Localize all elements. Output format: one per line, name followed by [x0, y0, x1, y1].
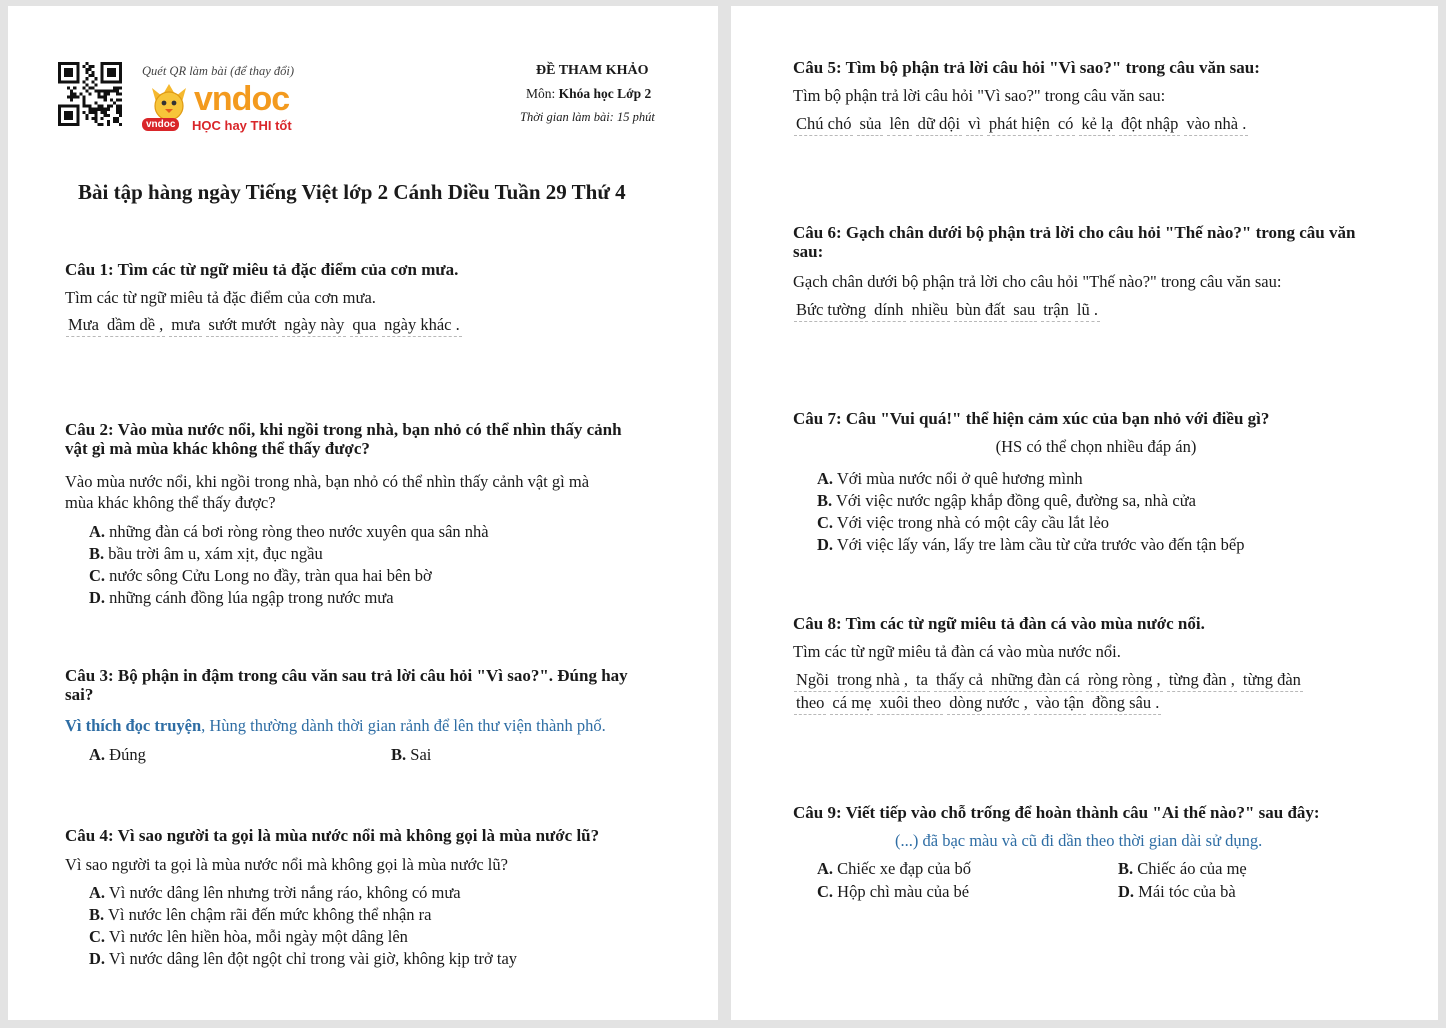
- question-9-title: Câu 9: Viết tiếp vào chỗ trống để hoàn thành câu "Ai thế nào?" sau đây:: [793, 803, 1320, 822]
- logo-slogan: HỌC hay THI tốt: [192, 118, 292, 133]
- word-chip[interactable]: vào nhà .: [1184, 114, 1248, 136]
- word-chip[interactable]: Mưa: [66, 315, 101, 337]
- word-chip[interactable]: thấy cả: [934, 670, 985, 692]
- question-2-title-line2: vật gì mà mùa khác không thể thấy được?: [65, 439, 370, 458]
- time-limit: Thời gian làm bài: 15 phút: [520, 110, 655, 124]
- question-7-note: (HS có thể chọn nhiều đáp án): [995, 437, 1197, 456]
- word-chip[interactable]: phát hiện: [987, 114, 1052, 136]
- option-d[interactable]: D. Mái tóc của bà: [1118, 882, 1236, 901]
- option-c[interactable]: C. Với việc trong nhà có một cây cầu lắt lẻo: [817, 513, 1110, 532]
- subject-prefix: Môn:: [526, 86, 559, 101]
- word-chip[interactable]: xuôi theo: [877, 693, 943, 715]
- word-chip[interactable]: vào tận: [1034, 693, 1086, 715]
- question-2-title-line1: Câu 2: Vào mùa nước nổi, khi ngồi trong nhà, bạn nhỏ có thể nhìn thấy cảnh: [65, 420, 622, 439]
- question-5-words: [794, 114, 1252, 136]
- question-2-options: [89, 521, 489, 609]
- option-d[interactable]: D. Với việc lấy ván, lấy tre làm cầu từ cửa trước vào đến tận bếp: [817, 535, 1245, 554]
- qr-code-icon[interactable]: [58, 62, 122, 126]
- word-chip[interactable]: dòng nước ,: [947, 693, 1030, 715]
- question-3-rest: , Hùng thường dành thời gian rảnh để lên thư viện thành phố.: [201, 716, 606, 735]
- subject-name: Khóa học Lớp 2: [558, 86, 652, 101]
- option-b[interactable]: B. Với việc nước ngập khắp đồng quê, đường sa, nhà cửa: [817, 491, 1196, 510]
- word-chip[interactable]: trong nhà ,: [835, 670, 910, 692]
- option-d[interactable]: D. những cánh đồng lúa ngập trong nước mưa: [89, 588, 394, 607]
- word-chip[interactable]: đột nhập: [1119, 114, 1180, 136]
- word-chip[interactable]: nhiều: [910, 300, 951, 322]
- question-4-text: Vì sao người ta gọi là mùa nước nổi mà không gọi là mùa nước lũ?: [65, 855, 508, 874]
- option-a[interactable]: A. Vì nước dâng lên nhưng trời nắng ráo, không có mưa: [89, 883, 461, 902]
- option-b[interactable]: B. Chiếc áo của mẹ: [1118, 859, 1247, 878]
- question-2-title: [65, 420, 622, 458]
- question-4-options: [89, 882, 517, 970]
- question-1-words: [66, 315, 466, 337]
- question-3-title-line1: Câu 3: Bộ phận in đậm trong câu văn sau trả lời câu hỏi "Vì sao?". Đúng hay: [65, 666, 628, 685]
- question-8-text: Tìm các từ ngữ miêu tả đàn cá vào mùa nước nổi.: [793, 642, 1121, 661]
- question-5-text: Tìm bộ phận trả lời câu hỏi "Vì sao?" trong câu văn sau:: [793, 86, 1166, 105]
- word-chip[interactable]: có: [1056, 114, 1076, 136]
- word-chip[interactable]: mưa: [169, 315, 202, 337]
- word-chip[interactable]: lên: [887, 114, 911, 136]
- option-a[interactable]: A. Với mùa nước nổi ở quê hương mình: [817, 469, 1083, 488]
- word-chip[interactable]: kẻ lạ: [1079, 114, 1115, 136]
- option-c[interactable]: C. nước sông Cửu Long no đầy, tràn qua hai bên bờ: [89, 566, 432, 585]
- document-page-right: [731, 6, 1438, 1020]
- vndoc-logo: [142, 82, 312, 134]
- word-chip[interactable]: từng đàn ,: [1167, 670, 1237, 692]
- question-2-text: [65, 471, 589, 513]
- word-chip[interactable]: ròng ròng ,: [1086, 670, 1163, 692]
- word-chip[interactable]: ngày này: [282, 315, 346, 337]
- exam-label: ĐỀ THAM KHẢO: [536, 63, 649, 78]
- question-6-title-line2: sau:: [793, 242, 824, 261]
- option-b[interactable]: B. Sai: [391, 745, 432, 764]
- word-chip[interactable]: lũ .: [1075, 300, 1100, 322]
- logo-brand: vndoc: [194, 80, 290, 118]
- word-chip[interactable]: từng đàn: [1241, 670, 1303, 692]
- question-6-title: [793, 223, 1355, 261]
- word-chip[interactable]: trận: [1041, 300, 1071, 322]
- logo-badge: vndoc: [142, 118, 179, 131]
- word-chip[interactable]: những đàn cá: [989, 670, 1082, 692]
- document-page-left: [8, 6, 718, 1020]
- word-chip[interactable]: vì: [966, 114, 983, 136]
- word-chip[interactable]: bùn đất: [954, 300, 1007, 322]
- question-8-words-line2: [794, 693, 1165, 715]
- option-c[interactable]: C. Hộp chì màu của bé: [817, 882, 970, 901]
- question-9-sentence: (...) đã bạc màu và cũ đi dần theo thời gian dài sử dụng.: [895, 831, 1263, 850]
- question-7-title: Câu 7: Câu "Vui quá!" thể hiện cảm xúc của bạn nhỏ với điều gì?: [793, 409, 1270, 428]
- question-2-text-line2: mùa khác không thể thấy được?: [65, 493, 276, 512]
- word-chip[interactable]: cá mẹ: [830, 693, 873, 715]
- subject-line: [526, 86, 651, 102]
- qr-caption: Quét QR làm bài (để thay đổi): [142, 64, 295, 78]
- word-chip[interactable]: Ngồi: [794, 670, 831, 692]
- option-b[interactable]: B. Vì nước lên chậm rãi đến mức không thể nhận ra: [89, 905, 432, 924]
- question-4-title: Câu 4: Vì sao người ta gọi là mùa nước nổi mà không gọi là mùa nước lũ?: [65, 826, 600, 845]
- word-chip[interactable]: dầm dề ,: [105, 315, 165, 337]
- question-3-title: [65, 666, 628, 704]
- option-b[interactable]: B. bầu trời âm u, xám xịt, đục ngầu: [89, 544, 323, 563]
- question-3-sentence: [65, 715, 606, 736]
- word-chip[interactable]: Bức tường: [794, 300, 868, 322]
- word-chip[interactable]: sau: [1011, 300, 1037, 322]
- option-c[interactable]: C. Vì nước lên hiền hòa, mỗi ngày một dâng lên: [89, 927, 408, 946]
- word-chip[interactable]: ngày khác .: [382, 315, 462, 337]
- word-chip[interactable]: dính: [872, 300, 905, 322]
- question-6-title-line1: Câu 6: Gạch chân dưới bộ phận trả lời cho câu hỏi "Thế nào?" trong câu văn: [793, 223, 1356, 242]
- option-d[interactable]: D. Vì nước dâng lên đột ngột chỉ trong vài giờ, không kịp trở tay: [89, 949, 518, 968]
- question-3-title-line2: sai?: [65, 685, 94, 704]
- word-chip[interactable]: theo: [794, 693, 826, 715]
- question-1-text: Tìm các từ ngữ miêu tả đặc điểm của cơn mưa.: [65, 288, 376, 307]
- option-a[interactable]: A. Chiếc xe đạp của bố: [817, 859, 971, 878]
- option-a[interactable]: A. những đàn cá bơi ròng ròng theo nước xuyên qua sân nhà: [89, 522, 489, 541]
- question-1-title: Câu 1: Tìm các từ ngữ miêu tả đặc điểm của cơn mưa.: [65, 260, 459, 279]
- question-7-options: [817, 468, 1244, 556]
- word-chip[interactable]: ta: [914, 670, 930, 692]
- word-chip[interactable]: sướt mướt: [206, 315, 278, 337]
- question-3-bold-part: Vì thích đọc truyện: [65, 716, 202, 735]
- option-a[interactable]: A. Đúng: [89, 745, 146, 764]
- question-6-text: Gạch chân dưới bộ phận trả lời cho câu hỏi "Thế nào?" trong câu văn sau:: [793, 272, 1282, 291]
- question-8-words-line1: [794, 670, 1307, 692]
- word-chip[interactable]: đồng sâu .: [1090, 693, 1161, 715]
- question-8-title: Câu 8: Tìm các từ ngữ miêu tả đàn cá vào mùa nước nổi.: [793, 614, 1205, 633]
- question-2-text-line1: Vào mùa nước nổi, khi ngồi trong nhà, bạn nhỏ có thể nhìn thấy cảnh vật gì mà: [65, 472, 590, 491]
- question-6-words: [794, 300, 1104, 322]
- word-chip[interactable]: sủa: [857, 114, 883, 136]
- word-chip[interactable]: dữ dội: [916, 114, 962, 136]
- page-title: Bài tập hàng ngày Tiếng Việt lớp 2 Cánh Diều Tuần 29 Thứ 4: [78, 180, 626, 204]
- question-5-title: Câu 5: Tìm bộ phận trả lời câu hỏi "Vì sao?" trong câu văn sau:: [793, 58, 1260, 77]
- word-chip[interactable]: qua: [350, 315, 378, 337]
- word-chip[interactable]: Chú chó: [794, 114, 853, 136]
